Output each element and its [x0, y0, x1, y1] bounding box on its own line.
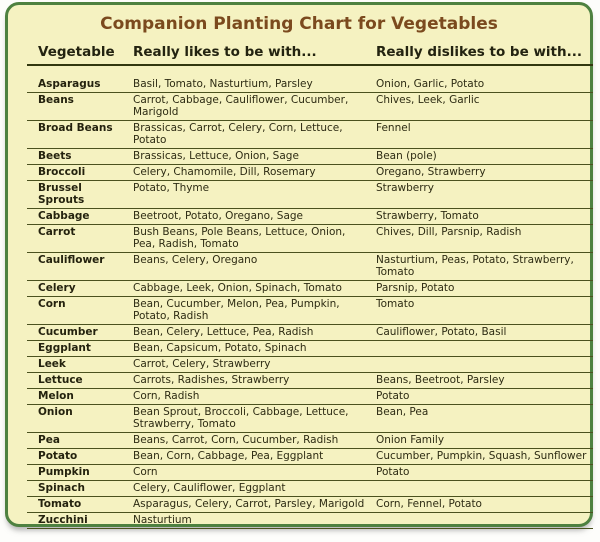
cell-dislikes [376, 480, 593, 496]
cell-dislikes: Cauliflower, Potato, Basil [376, 324, 593, 340]
cell-vegetable: Cauliflower [27, 252, 133, 280]
cell-vegetable: Tomato [27, 496, 133, 512]
cell-dislikes: Oregano, Strawberry [376, 164, 593, 180]
cell-vegetable: Broccoli [27, 164, 133, 180]
table-row [27, 65, 593, 92]
cell-dislikes: Strawberry [376, 180, 593, 208]
cell-vegetable: Leek [27, 356, 133, 372]
table-row [27, 252, 593, 280]
table-row [27, 372, 593, 388]
cell-likes: Brassicas, Lettuce, Onion, Sage [133, 148, 376, 164]
table-row [27, 356, 593, 372]
cell-dislikes: Cucumber, Pumpkin, Squash, Sunflower [376, 448, 593, 464]
cell-vegetable: Pumpkin [27, 464, 133, 480]
cell-vegetable: Asparagus [27, 65, 133, 92]
cell-likes: Carrot, Cabbage, Cauliflower, Cucumber, Marigold [133, 92, 376, 120]
cell-dislikes: Bean, Pea [376, 404, 593, 432]
table-row [27, 148, 593, 164]
table-row [27, 224, 593, 252]
cell-vegetable: Cabbage [27, 208, 133, 224]
cell-vegetable: Broad Beans [27, 120, 133, 148]
cell-likes: Nasturtium [133, 512, 376, 528]
table-row [27, 324, 593, 340]
table-row [27, 92, 593, 120]
cell-dislikes: Corn, Fennel, Potato [376, 496, 593, 512]
table-row [27, 512, 593, 528]
cell-likes: Bush Beans, Pole Beans, Lettuce, Onion, Pea, Radish, Tomato [133, 224, 376, 252]
cell-dislikes: Onion, Garlic, Potato [376, 65, 593, 92]
column-header-dislikes: Really dislikes to be with... [376, 44, 593, 65]
header-row [27, 44, 593, 65]
cell-likes: Bean, Cucumber, Melon, Pea, Pumpkin, Potato, Radish [133, 296, 376, 324]
cell-vegetable: Beets [27, 148, 133, 164]
cell-vegetable: Spinach [27, 480, 133, 496]
cell-likes: Bean, Capsicum, Potato, Spinach [133, 340, 376, 356]
cell-dislikes: Potato [376, 388, 593, 404]
column-header-likes: Really likes to be with... [133, 44, 376, 65]
table-row [27, 208, 593, 224]
cell-likes: Corn, Radish [133, 388, 376, 404]
cell-vegetable: Onion [27, 404, 133, 432]
cell-likes: Brassicas, Carrot, Celery, Corn, Lettuce, Potato [133, 120, 376, 148]
cell-vegetable: Zucchini [27, 512, 133, 528]
cell-likes: Asparagus, Celery, Carrot, Parsley, Marigold [133, 496, 376, 512]
chart-board [5, 2, 593, 527]
table-row [27, 296, 593, 324]
cell-vegetable: Melon [27, 388, 133, 404]
cell-likes: Beetroot, Potato, Oregano, Sage [133, 208, 376, 224]
table-row [27, 120, 593, 148]
cell-dislikes: Bean (pole) [376, 148, 593, 164]
cell-dislikes: Potato [376, 464, 593, 480]
cell-dislikes: Tomato [376, 296, 593, 324]
column-header-vegetable: Vegetable [27, 44, 133, 65]
table-row [27, 448, 593, 464]
cell-vegetable: Eggplant [27, 340, 133, 356]
cell-dislikes: Strawberry, Tomato [376, 208, 593, 224]
cell-dislikes [376, 512, 593, 528]
cell-vegetable: Carrot [27, 224, 133, 252]
cell-likes: Corn [133, 464, 376, 480]
cell-dislikes: Chives, Dill, Parsnip, Radish [376, 224, 593, 252]
cell-vegetable: Cucumber [27, 324, 133, 340]
cell-likes: Carrots, Radishes, Strawberry [133, 372, 376, 388]
cell-likes: Carrot, Celery, Strawberry [133, 356, 376, 372]
cell-vegetable: Lettuce [27, 372, 133, 388]
cell-dislikes [376, 340, 593, 356]
cell-vegetable: Celery [27, 280, 133, 296]
table-row [27, 164, 593, 180]
planting-table [27, 44, 593, 529]
cell-vegetable: Brussel Sprouts [27, 180, 133, 208]
cell-likes: Beans, Celery, Oregano [133, 252, 376, 280]
table-row [27, 180, 593, 208]
table-row [27, 404, 593, 432]
cell-vegetable: Pea [27, 432, 133, 448]
cell-dislikes [376, 356, 593, 372]
cell-likes: Celery, Chamomile, Dill, Rosemary [133, 164, 376, 180]
cell-likes: Potato, Thyme [133, 180, 376, 208]
table-row [27, 496, 593, 512]
cell-vegetable: Potato [27, 448, 133, 464]
cell-likes: Basil, Tomato, Nasturtium, Parsley [133, 65, 376, 92]
table-row [27, 464, 593, 480]
cell-vegetable: Beans [27, 92, 133, 120]
cell-dislikes: Fennel [376, 120, 593, 148]
table-row [27, 480, 593, 496]
cell-likes: Bean, Corn, Cabbage, Pea, Eggplant [133, 448, 376, 464]
cell-likes: Bean Sprout, Broccoli, Cabbage, Lettuce, Strawberry, Tomato [133, 404, 376, 432]
cell-dislikes: Parsnip, Potato [376, 280, 593, 296]
table-row [27, 340, 593, 356]
cell-dislikes: Nasturtium, Peas, Potato, Strawberry, Tomato [376, 252, 593, 280]
cell-dislikes: Chives, Leek, Garlic [376, 92, 593, 120]
cell-dislikes: Beans, Beetroot, Parsley [376, 372, 593, 388]
cell-vegetable: Corn [27, 296, 133, 324]
cell-likes: Bean, Celery, Lettuce, Pea, Radish [133, 324, 376, 340]
cell-likes: Cabbage, Leek, Onion, Spinach, Tomato [133, 280, 376, 296]
table-body [27, 65, 593, 528]
table-row [27, 432, 593, 448]
cell-dislikes: Onion Family [376, 432, 593, 448]
cell-likes: Celery, Cauliflower, Eggplant [133, 480, 376, 496]
chart-title: Companion Planting Chart for Vegetables [100, 14, 498, 34]
cell-likes: Beans, Carrot, Corn, Cucumber, Radish [133, 432, 376, 448]
table-row [27, 280, 593, 296]
table-row [27, 388, 593, 404]
